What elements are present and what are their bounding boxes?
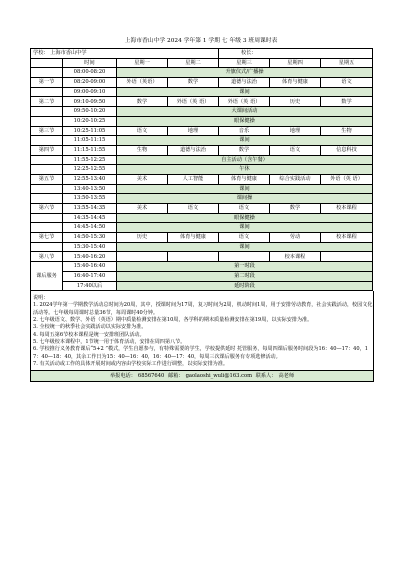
period-cell: 第二节 (31, 97, 63, 107)
time-cell: 10:25-11:05 (63, 126, 117, 136)
time-cell: 09:00-09:10 (63, 87, 117, 97)
time-cell: 13:40-13:50 (63, 184, 117, 194)
schedule-row (31, 213, 373, 223)
period-cell: 第三节 (31, 126, 63, 136)
time-cell: 14:45-14:50 (63, 223, 117, 233)
activity-cell: 课间 (117, 242, 373, 252)
school-name: 上海市香山中学 (50, 50, 87, 57)
lesson-cell: 道德与法治 (168, 145, 219, 155)
header-period (31, 58, 63, 68)
schedule-row (31, 271, 373, 281)
note-item: 2. 七年级语文、数学、外语（英语）期中质量检测安排在第10周，各学科的期末质量检测安排在第19周，以实际安排为准。 (33, 317, 313, 324)
period-cell (31, 68, 63, 78)
lesson-cell: 语文 (168, 204, 219, 214)
period-cell: 第六节 (31, 204, 63, 214)
lesson-cell: 语文 (321, 78, 373, 88)
lesson-cell: 校本课程 (270, 252, 321, 262)
time-cell: 09:50-10:20 (63, 107, 117, 117)
lesson-cell: 体育与健康 (219, 174, 270, 184)
lesson-cell: 美术 (117, 174, 168, 184)
header-row (31, 58, 373, 68)
note-item: 4. 每周五第6节校本课程是统一安排班团队活动。 (33, 331, 145, 338)
lesson-cell: 语文 (219, 233, 270, 243)
lesson-cell: 校本课程 (321, 233, 373, 243)
header-wednesday: 星期三 (219, 58, 270, 68)
lesson-cell: 外语（英 语） (168, 97, 219, 107)
lesson-cell: 外语（英 语） (321, 174, 373, 184)
schedule-row (31, 281, 373, 291)
schedule-row (31, 242, 373, 252)
activity-cell: 课间 (117, 87, 373, 97)
email-value: gaolaoshi_wuli@163.com (185, 373, 253, 380)
schedule-row (31, 184, 373, 194)
time-cell: 11:55-12:25 (63, 155, 117, 165)
period-cell: 第五节 (31, 174, 63, 184)
time-cell: 08:20-09:00 (63, 78, 117, 88)
activity-cell: 第二时段 (117, 271, 373, 281)
header-time: 时间 (63, 58, 117, 68)
school-label: 学校： (33, 50, 49, 57)
lesson-cell: 校本课程 (321, 204, 373, 214)
lesson-cell: 语文 (117, 126, 168, 136)
lesson-cell: 人工智能 (168, 174, 219, 184)
lesson-cell: 历史 (270, 97, 321, 107)
schedule-row (31, 174, 373, 184)
period-cell: 课后服务 (31, 262, 63, 291)
note-item: 6. 学校推行义务教育课后“5+2 ”模式，学生自愿参与，有特殊需要的学生，学校提供延时 托管服务，每周四课后服务时间段为16：40—17：40，17：40—18：40，其余工作日为15：40—16：40，16：40—17：40，每周三次课后服务有专项选修活动。 (33, 346, 369, 360)
schedule-row (31, 204, 373, 214)
contact-value: 高老师 (278, 373, 295, 380)
lesson-cell: 语文 (270, 145, 321, 155)
time-cell: 09:10-09:50 (63, 97, 117, 107)
lesson-cell: 外语（英语） (117, 78, 168, 88)
schedule-row (31, 136, 373, 146)
time-cell: 15:40-16:20 (63, 252, 117, 262)
header-tuesday: 星期二 (168, 58, 219, 68)
lesson-cell: 地理 (168, 126, 219, 136)
note-item: 7. 有关活动或工作的具体开展时间或内容由学校实际工作进行调整，以实际安排为准。 (33, 360, 228, 367)
period-cell (31, 136, 63, 146)
schedule-row (31, 126, 373, 136)
lesson-cell: 地理 (270, 126, 321, 136)
activity-cell: 眼保健操 (117, 116, 373, 126)
notes-section (30, 291, 374, 371)
schedule-row (31, 97, 373, 107)
lesson-cell: 劳动 (270, 233, 321, 243)
lesson-cell: 数学 (270, 204, 321, 214)
lesson-cell: 数学 (168, 78, 219, 88)
period-cell (31, 213, 63, 223)
schedule-row (31, 155, 373, 165)
lesson-cell: 生物 (117, 145, 168, 155)
time-cell: 08:00-08:20 (63, 68, 117, 78)
email-label: 邮箱： (167, 373, 184, 380)
lesson-cell: 数学 (219, 145, 270, 155)
phone-value: 68567640 (137, 373, 165, 380)
activity-cell: 眼保健操 (117, 213, 373, 223)
schedule-table (30, 48, 373, 291)
lesson-cell: 历史 (117, 233, 168, 243)
schedule-sheet (30, 37, 372, 382)
activity-cell: 课间操 (117, 194, 373, 204)
schedule-row (31, 116, 373, 126)
lesson-cell: 美术 (117, 204, 168, 214)
activity-cell: 课间 (117, 223, 373, 233)
time-cell: 15:30-15:40 (63, 242, 117, 252)
period-cell: 第四节 (31, 145, 63, 155)
lesson-cell (321, 252, 373, 262)
time-cell: 16:40-17:40 (63, 271, 117, 281)
time-cell: 10:20-10:25 (63, 116, 117, 126)
time-cell: 13:50-13:55 (63, 194, 117, 204)
time-cell: 11:15-11:55 (63, 145, 117, 155)
period-cell (31, 155, 63, 165)
notes-heading: 说明： (33, 295, 49, 302)
period-cell (31, 184, 63, 194)
activity-cell: 课间 (117, 136, 373, 146)
header-thursday: 星期四 (270, 58, 321, 68)
contact-label: 联系人： (255, 373, 277, 380)
lesson-cell: 数学 (117, 97, 168, 107)
principal-cell (219, 49, 373, 59)
lesson-cell: 体育与健康 (168, 233, 219, 243)
lesson-cell (168, 252, 219, 262)
activity-cell: 大课间活动 (117, 107, 373, 117)
schedule-row (31, 194, 373, 204)
lesson-cell: 数学 (321, 97, 373, 107)
schedule-row (31, 262, 373, 272)
activity-cell: 第一时段 (117, 262, 373, 272)
school-cell (31, 49, 219, 59)
lesson-cell: 音乐 (219, 126, 270, 136)
period-cell (31, 116, 63, 126)
schedule-row (31, 68, 373, 78)
period-cell: 第七节 (31, 233, 63, 243)
schedule-row (31, 107, 373, 117)
note-item: 1. 2024学年第一学期教学活动总时间为20周，其中，授课时间为17周，复习时间为2周，机动时间1周，用于安排劳动教育，社会实践活动，校园文化活动等。七年级每周课时总量36节，每周课时40分钟。 (33, 302, 373, 316)
time-cell: 14:35-14:45 (63, 213, 117, 223)
lesson-cell: 生物 (321, 126, 373, 136)
note-item: 3. 全校统一的秋季社会实践活动以实际安排为准。 (33, 324, 147, 331)
time-cell: 17:40以后 (63, 281, 117, 291)
activity-cell: 升旗仪式/广播操 (117, 68, 373, 78)
lesson-cell: 道德与法治 (219, 78, 270, 88)
lesson-cell: 外语（英 语） (219, 97, 270, 107)
period-cell (31, 194, 63, 204)
time-cell: 11:05-11:15 (63, 136, 117, 146)
schedule-row (31, 223, 373, 233)
time-cell: 13:55-14:35 (63, 204, 117, 214)
activity-cell: 延时阶段 (117, 281, 373, 291)
period-cell (31, 107, 63, 117)
school-row (31, 49, 373, 59)
time-cell: 14:50-15:30 (63, 233, 117, 243)
period-cell (31, 165, 63, 175)
note-item: 5. 七年级校本课程中，1节统一用于体育活动，安排在周四第八节。 (33, 338, 186, 345)
lesson-cell: 语文 (219, 204, 270, 214)
phone-label: 举报电话： (109, 373, 136, 380)
page-title: 上海市香山中学 2024 学年第 1 学期 七 年级 3 班周课时表 (124, 38, 278, 44)
period-cell (31, 242, 63, 252)
activity-cell: 课间 (117, 184, 373, 194)
period-cell (31, 87, 63, 97)
activity-cell: 自主活动（含午餐） (117, 155, 373, 165)
header-friday: 星期五 (321, 58, 373, 68)
period-cell: 第一节 (31, 78, 63, 88)
period-cell: 第八节 (31, 252, 63, 262)
schedule-row (31, 252, 373, 262)
schedule-row (31, 87, 373, 97)
lesson-cell: 体育与健康 (270, 78, 321, 88)
schedule-row (31, 233, 373, 243)
principal-label: 校长： (241, 50, 257, 57)
header-monday: 星期一 (117, 58, 168, 68)
footer (30, 371, 374, 382)
lesson-cell (117, 252, 168, 262)
time-cell: 15:40-16:40 (63, 262, 117, 272)
activity-cell: 午休 (117, 165, 373, 175)
lesson-cell (219, 252, 270, 262)
time-cell: 12:55-13:40 (63, 174, 117, 184)
schedule-row (31, 78, 373, 88)
schedule-row (31, 145, 373, 155)
schedule-row (31, 165, 373, 175)
lesson-cell: 信息科技 (321, 145, 373, 155)
period-cell (31, 223, 63, 233)
time-cell: 12:25-12:55 (63, 165, 117, 175)
lesson-cell: 综合实践活动 (270, 174, 321, 184)
